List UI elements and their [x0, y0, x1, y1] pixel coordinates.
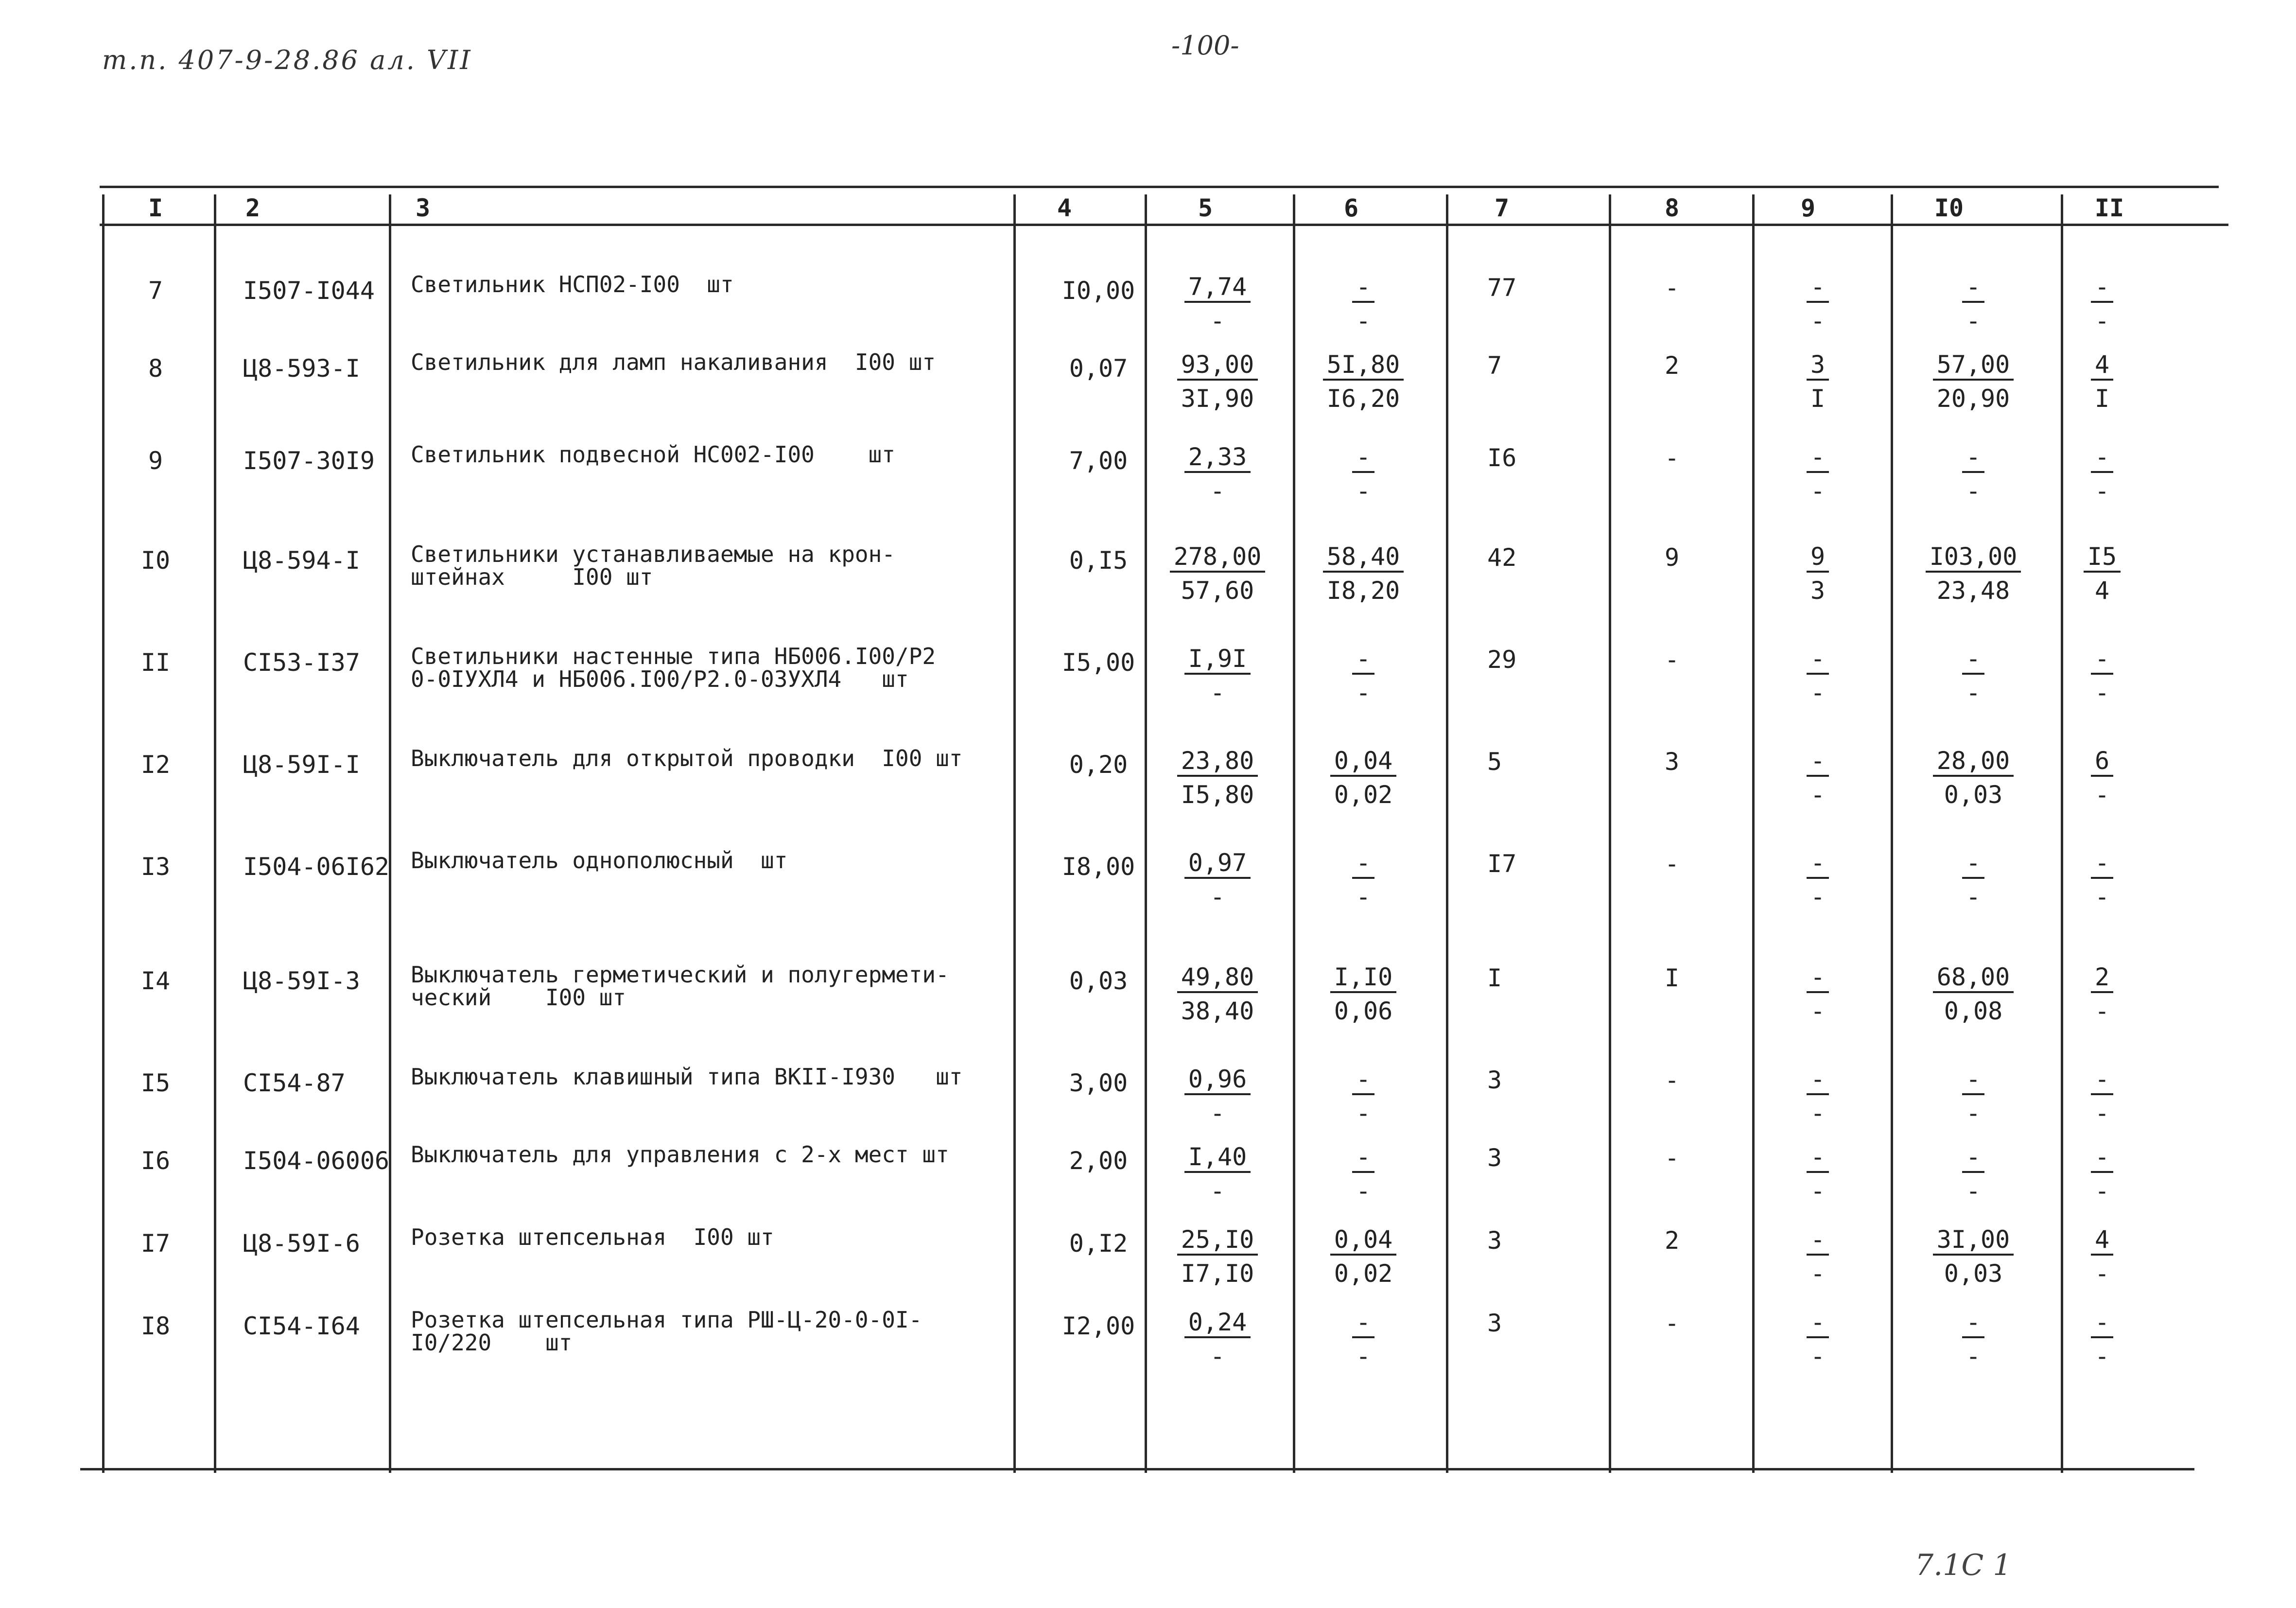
c5-fraction [1154, 747, 1281, 811]
c9-fraction [1762, 1143, 1874, 1207]
c9-denominator: - [1810, 477, 1826, 505]
c10-fraction [1900, 351, 2046, 415]
c11-fraction [2068, 273, 2136, 337]
c11-denominator: - [2094, 477, 2110, 505]
c10-fraction [1900, 963, 2046, 1028]
column-header-11: II [2094, 194, 2124, 222]
column-header-9: 9 [1800, 194, 1816, 222]
c6-fraction [1303, 1143, 1424, 1207]
c6-denominator: - [1356, 883, 1371, 911]
c5-denominator: 38,40 [1181, 997, 1254, 1025]
c10-fraction [1900, 1309, 2046, 1373]
c9-fraction [1762, 1309, 1874, 1373]
c10-fraction [1900, 645, 2046, 709]
c9-fraction [1762, 849, 1874, 913]
item-name: Светильники настенные типа НБ006.I00/Р2 0-0IУХЛ4 и НБ006.I00/Р2.0-03УХЛ4 шт [411, 643, 936, 692]
table-column-divider [1752, 194, 1755, 1473]
price-code: Ц8-594-I [243, 546, 360, 575]
c5-numerator: 0,24 [1184, 1308, 1251, 1338]
table-rule [80, 1468, 2194, 1470]
c10-fraction [1900, 443, 2046, 507]
col8-value: 2 [1664, 351, 1680, 380]
col8-value: - [1664, 646, 1680, 674]
table-column-divider [214, 194, 216, 1473]
c9-numerator: - [1807, 849, 1829, 879]
col8-value: - [1664, 1309, 1680, 1337]
table-column-divider [1891, 194, 1893, 1473]
price-code: Ц8-593-I [243, 354, 360, 383]
c6-numerator: - [1352, 849, 1374, 879]
c6-fraction [1303, 747, 1424, 811]
c11-fraction [2068, 849, 2136, 913]
c5-numerator: I,9I [1184, 645, 1251, 675]
c6-denominator: - [1356, 1099, 1371, 1127]
c9-numerator: - [1807, 443, 1829, 473]
c9-denominator: - [1810, 679, 1826, 707]
c9-numerator: 9 [1807, 542, 1829, 573]
c6-fraction [1303, 1066, 1424, 1130]
col8-value: I [1664, 964, 1680, 992]
quantity: 0,20 [1069, 751, 1128, 779]
c10-fraction [1900, 849, 2046, 913]
c11-denominator: 4 [2094, 577, 2110, 605]
c10-numerator: 3I,00 [1933, 1225, 2014, 1256]
c9-denominator: - [1810, 1177, 1826, 1205]
item-name: Выключатель герметический и полугермети- ческий I00 шт [411, 961, 949, 1011]
c5-denominator: - [1210, 883, 1225, 911]
item-name: Выключатель для открытой проводки I00 шт [411, 745, 963, 771]
c6-denominator: - [1356, 1177, 1371, 1205]
c10-numerator: - [1962, 273, 1984, 303]
c11-numerator: 2 [2091, 963, 2113, 993]
table-rule [100, 224, 2228, 226]
col8-value: - [1664, 444, 1680, 472]
c11-numerator: - [2091, 273, 2113, 303]
c6-numerator: 58,40 [1323, 542, 1404, 573]
c5-numerator: 7,74 [1184, 273, 1251, 303]
quantity: I5,00 [1061, 648, 1135, 677]
c10-denominator: - [1966, 307, 1981, 335]
c10-numerator: - [1962, 1308, 1984, 1338]
c5-numerator: 2,33 [1184, 443, 1251, 473]
c5-fraction [1154, 273, 1281, 337]
c10-fraction [1900, 1066, 2046, 1130]
table-column-divider [102, 194, 104, 1473]
c10-fraction [1900, 273, 2046, 337]
c5-fraction [1154, 1066, 1281, 1130]
item-name: Выключатель клавишный типа ВКII-I930 шт [411, 1064, 963, 1090]
item-name: Выключатель для управления с 2-х мест шт [411, 1141, 949, 1168]
column-header-5: 5 [1198, 194, 1213, 222]
col7-value: 5 [1487, 748, 1502, 776]
price-code: Ц8-59I-I [243, 751, 360, 779]
c5-numerator: 25,I0 [1177, 1225, 1258, 1256]
c10-denominator: 23,48 [1936, 577, 2010, 605]
c6-fraction [1303, 273, 1424, 337]
row-number: 7 [148, 277, 163, 305]
c9-numerator: - [1807, 1143, 1829, 1173]
quantity: 3,00 [1069, 1069, 1128, 1097]
c10-denominator: - [1966, 477, 1981, 505]
c11-numerator: 6 [2091, 747, 2113, 777]
c11-denominator: - [2094, 307, 2110, 335]
quantity: 0,03 [1069, 967, 1128, 995]
c11-numerator: - [2091, 645, 2113, 675]
column-header-6: 6 [1343, 194, 1359, 222]
c10-fraction [1900, 1143, 2046, 1207]
c5-fraction [1154, 351, 1281, 415]
row-number: I0 [140, 546, 171, 575]
c5-numerator: 0,96 [1184, 1065, 1251, 1095]
col7-value: I [1487, 964, 1502, 992]
table-column-divider [1446, 194, 1448, 1473]
c9-denominator: - [1810, 997, 1826, 1025]
c11-fraction [2068, 747, 2136, 811]
col8-value: 3 [1664, 748, 1680, 776]
row-number: I3 [140, 853, 171, 881]
c11-denominator: - [2094, 781, 2110, 809]
row-number: I4 [140, 967, 171, 995]
c9-numerator: - [1807, 747, 1829, 777]
table-rule [100, 186, 2219, 188]
c5-denominator: I5,80 [1181, 781, 1254, 809]
row-number: I7 [140, 1229, 171, 1258]
item-name: Светильник для ламп накаливания I00 шт [411, 349, 936, 375]
row-number: 8 [148, 354, 163, 383]
c6-denominator: - [1356, 1342, 1371, 1370]
c6-denominator: - [1356, 307, 1371, 335]
c10-denominator: - [1966, 1099, 1981, 1127]
c11-denominator: - [2094, 997, 2110, 1025]
c11-denominator: - [2094, 1342, 2110, 1370]
c10-numerator: 57,00 [1933, 350, 2014, 381]
c6-fraction [1303, 543, 1424, 607]
c9-fraction [1762, 645, 1874, 709]
c10-numerator: - [1962, 1143, 1984, 1173]
c5-numerator: 49,80 [1177, 963, 1258, 993]
c11-fraction [2068, 1309, 2136, 1373]
col8-value: 2 [1664, 1226, 1680, 1255]
c10-fraction [1900, 1226, 2046, 1290]
c11-fraction [2068, 1143, 2136, 1207]
c10-numerator: I03,00 [1926, 542, 2021, 573]
c9-denominator: - [1810, 883, 1826, 911]
row-number: I2 [140, 751, 171, 779]
table-column-divider [389, 194, 391, 1473]
c10-denominator: 0,08 [1944, 997, 2003, 1025]
c9-fraction [1762, 1066, 1874, 1130]
c5-denominator: - [1210, 1099, 1225, 1127]
c5-numerator: 0,97 [1184, 849, 1251, 879]
c10-numerator: - [1962, 443, 1984, 473]
c11-denominator: - [2094, 1259, 2110, 1288]
column-header-2: 2 [245, 194, 261, 222]
c6-fraction [1303, 963, 1424, 1028]
column-header-3: 3 [415, 194, 431, 222]
c10-fraction [1900, 543, 2046, 607]
c6-numerator: - [1352, 1065, 1374, 1095]
price-code: Ц8-59I-3 [243, 967, 360, 995]
quantity: I0,00 [1061, 277, 1135, 305]
col7-value: 7 [1487, 351, 1502, 380]
c10-numerator: - [1962, 645, 1984, 675]
col7-value: 3 [1487, 1309, 1502, 1337]
c6-denominator: I6,20 [1326, 385, 1400, 413]
c5-fraction [1154, 1309, 1281, 1373]
c5-fraction [1154, 443, 1281, 507]
col7-value: 29 [1487, 646, 1517, 674]
col7-value: 42 [1487, 543, 1517, 572]
c11-numerator: - [2091, 849, 2113, 879]
c6-fraction [1303, 645, 1424, 709]
column-header-10: I0 [1934, 194, 1964, 222]
c6-denominator: I8,20 [1326, 577, 1400, 605]
c5-denominator: I7,I0 [1181, 1259, 1254, 1288]
column-header-1: I [148, 194, 163, 222]
c11-numerator: - [2091, 443, 2113, 473]
c5-numerator: 278,00 [1170, 542, 1266, 573]
c9-denominator: 3 [1810, 577, 1826, 605]
table-column-divider [1013, 194, 1016, 1473]
price-code: I504-06I62 [243, 853, 390, 881]
c5-fraction [1154, 645, 1281, 709]
c10-numerator: - [1962, 1065, 1984, 1095]
c5-denominator: 57,60 [1181, 577, 1254, 605]
column-header-7: 7 [1494, 194, 1510, 222]
c10-denominator: - [1966, 1177, 1981, 1205]
col7-value: 3 [1487, 1066, 1502, 1094]
c5-denominator: - [1210, 1342, 1225, 1370]
c10-denominator: 0,03 [1944, 781, 2003, 809]
c9-fraction [1762, 1226, 1874, 1290]
c6-numerator: 5I,80 [1323, 350, 1404, 381]
price-code: I507-30I9 [243, 447, 375, 475]
c6-denominator: - [1356, 477, 1371, 505]
c10-numerator: 28,00 [1933, 747, 2014, 777]
c10-denominator: - [1966, 679, 1981, 707]
c6-numerator: - [1352, 645, 1374, 675]
c11-fraction [2068, 1226, 2136, 1290]
price-code: I504-06006 [243, 1147, 390, 1175]
c11-fraction [2068, 543, 2136, 607]
c9-numerator: - [1807, 1065, 1829, 1095]
c6-fraction [1303, 443, 1424, 507]
c5-fraction [1154, 849, 1281, 913]
c9-denominator: I [1810, 385, 1826, 413]
c6-denominator: - [1356, 679, 1371, 707]
c11-denominator: - [2094, 883, 2110, 911]
price-code: I507-I044 [243, 277, 375, 305]
c5-fraction [1154, 543, 1281, 607]
c9-fraction [1762, 747, 1874, 811]
table-column-divider [1145, 194, 1147, 1473]
col8-value: - [1664, 850, 1680, 878]
c5-denominator: 3I,90 [1181, 385, 1254, 413]
c9-denominator: - [1810, 1099, 1826, 1127]
c5-denominator: - [1210, 307, 1225, 335]
c11-fraction [2068, 963, 2136, 1028]
item-name: Розетка штепсельная I00 шт [411, 1224, 774, 1250]
c6-numerator: - [1352, 1308, 1374, 1338]
c10-fraction [1900, 747, 2046, 811]
c6-numerator: - [1352, 443, 1374, 473]
quantity: 0,07 [1069, 354, 1128, 383]
price-code: CI53-I37 [243, 648, 360, 677]
col7-value: I6 [1487, 444, 1517, 472]
c10-denominator: 0,03 [1944, 1259, 2003, 1288]
c10-denominator: - [1966, 883, 1981, 911]
row-number: 9 [148, 447, 163, 475]
col8-value: - [1664, 1144, 1680, 1172]
c6-fraction [1303, 1226, 1424, 1290]
c11-fraction [2068, 351, 2136, 415]
c11-numerator: - [2091, 1143, 2113, 1173]
price-code: Ц8-59I-6 [243, 1229, 360, 1258]
col7-value: 77 [1487, 274, 1517, 302]
c11-numerator: - [2091, 1065, 2113, 1095]
corner-mark: 7.1С 1 [1915, 1548, 2012, 1582]
c5-numerator: 23,80 [1177, 747, 1258, 777]
c9-denominator: - [1810, 307, 1826, 335]
c11-denominator: - [2094, 1099, 2110, 1127]
c6-numerator: - [1352, 273, 1374, 303]
c11-fraction [2068, 443, 2136, 507]
column-header-4: 4 [1057, 194, 1072, 222]
table-column-divider [1293, 194, 1295, 1473]
c6-denominator: 0,02 [1334, 1259, 1393, 1288]
c9-numerator: 3 [1807, 350, 1829, 381]
c11-denominator: - [2094, 679, 2110, 707]
row-number: I8 [140, 1312, 171, 1340]
c6-numerator: 0,04 [1330, 747, 1396, 777]
c11-numerator: I5 [2084, 542, 2121, 573]
c5-numerator: I,40 [1184, 1143, 1251, 1173]
c9-numerator: - [1807, 273, 1829, 303]
c5-fraction [1154, 1143, 1281, 1207]
c9-fraction [1762, 963, 1874, 1028]
c11-numerator: - [2091, 1308, 2113, 1338]
quantity: 0,I5 [1069, 546, 1128, 575]
item-name: Выключатель однополюсный шт [411, 847, 788, 874]
document-reference: т.п. 407-9-28.86 ал. VII [102, 45, 472, 75]
c10-denominator: 20,90 [1936, 385, 2010, 413]
c6-fraction [1303, 1309, 1424, 1373]
page-number: -100- [1171, 30, 1239, 61]
c9-denominator: - [1810, 1342, 1826, 1370]
c11-numerator: 4 [2091, 350, 2113, 381]
c9-denominator: - [1810, 781, 1826, 809]
c9-denominator: - [1810, 1259, 1826, 1288]
table-column-divider [2061, 194, 2063, 1473]
col7-value: I7 [1487, 850, 1517, 878]
c11-denominator: I [2094, 385, 2110, 413]
c9-fraction [1762, 273, 1874, 337]
col8-value: 9 [1664, 543, 1680, 572]
c10-numerator: 68,00 [1933, 963, 2014, 993]
quantity: 2,00 [1069, 1147, 1128, 1175]
quantity: I8,00 [1061, 853, 1135, 881]
c5-denominator: - [1210, 679, 1225, 707]
item-name: Светильник подвесной НС002-I00 шт [411, 441, 895, 468]
row-number: I5 [140, 1069, 171, 1097]
price-code: CI54-87 [243, 1069, 346, 1097]
c6-numerator: I,I0 [1330, 963, 1396, 993]
c5-numerator: 93,00 [1177, 350, 1258, 381]
c6-denominator: 0,02 [1334, 781, 1393, 809]
c6-fraction [1303, 849, 1424, 913]
c11-numerator: 4 [2091, 1225, 2113, 1256]
quantity: I2,00 [1061, 1312, 1135, 1340]
c6-numerator: - [1352, 1143, 1374, 1173]
c11-fraction [2068, 645, 2136, 709]
c9-numerator: - [1807, 1225, 1829, 1256]
col7-value: 3 [1487, 1144, 1502, 1172]
c9-fraction [1762, 543, 1874, 607]
c11-denominator: - [2094, 1177, 2110, 1205]
c10-numerator: - [1962, 849, 1984, 879]
c9-fraction [1762, 443, 1874, 507]
price-code: CI54-I64 [243, 1312, 360, 1340]
col8-value: - [1664, 1066, 1680, 1094]
c9-numerator: - [1807, 1308, 1829, 1338]
c6-denominator: 0,06 [1334, 997, 1393, 1025]
c10-denominator: - [1966, 1342, 1981, 1370]
item-name: Светильники устанавливаемые на крон- штейнах I00 шт [411, 541, 895, 590]
col8-value: - [1664, 274, 1680, 302]
c9-numerator: - [1807, 963, 1829, 993]
c5-fraction [1154, 963, 1281, 1028]
item-name: Розетка штепсельная типа РШ-Ц-20-0-0I- I0/220 шт [411, 1307, 922, 1356]
column-header-8: 8 [1664, 194, 1680, 222]
item-name: Светильник НСП02-I00 шт [411, 271, 734, 297]
c5-denominator: - [1210, 1177, 1225, 1205]
col7-value: 3 [1487, 1226, 1502, 1255]
c6-fraction [1303, 351, 1424, 415]
row-number: II [140, 648, 171, 677]
table-column-divider [1609, 194, 1611, 1473]
c6-numerator: 0,04 [1330, 1225, 1396, 1256]
c9-numerator: - [1807, 645, 1829, 675]
row-number: I6 [140, 1147, 171, 1175]
c9-fraction [1762, 351, 1874, 415]
quantity: 0,I2 [1069, 1229, 1128, 1258]
c5-denominator: - [1210, 477, 1225, 505]
c11-fraction [2068, 1066, 2136, 1130]
quantity: 7,00 [1069, 447, 1128, 475]
c5-fraction [1154, 1226, 1281, 1290]
